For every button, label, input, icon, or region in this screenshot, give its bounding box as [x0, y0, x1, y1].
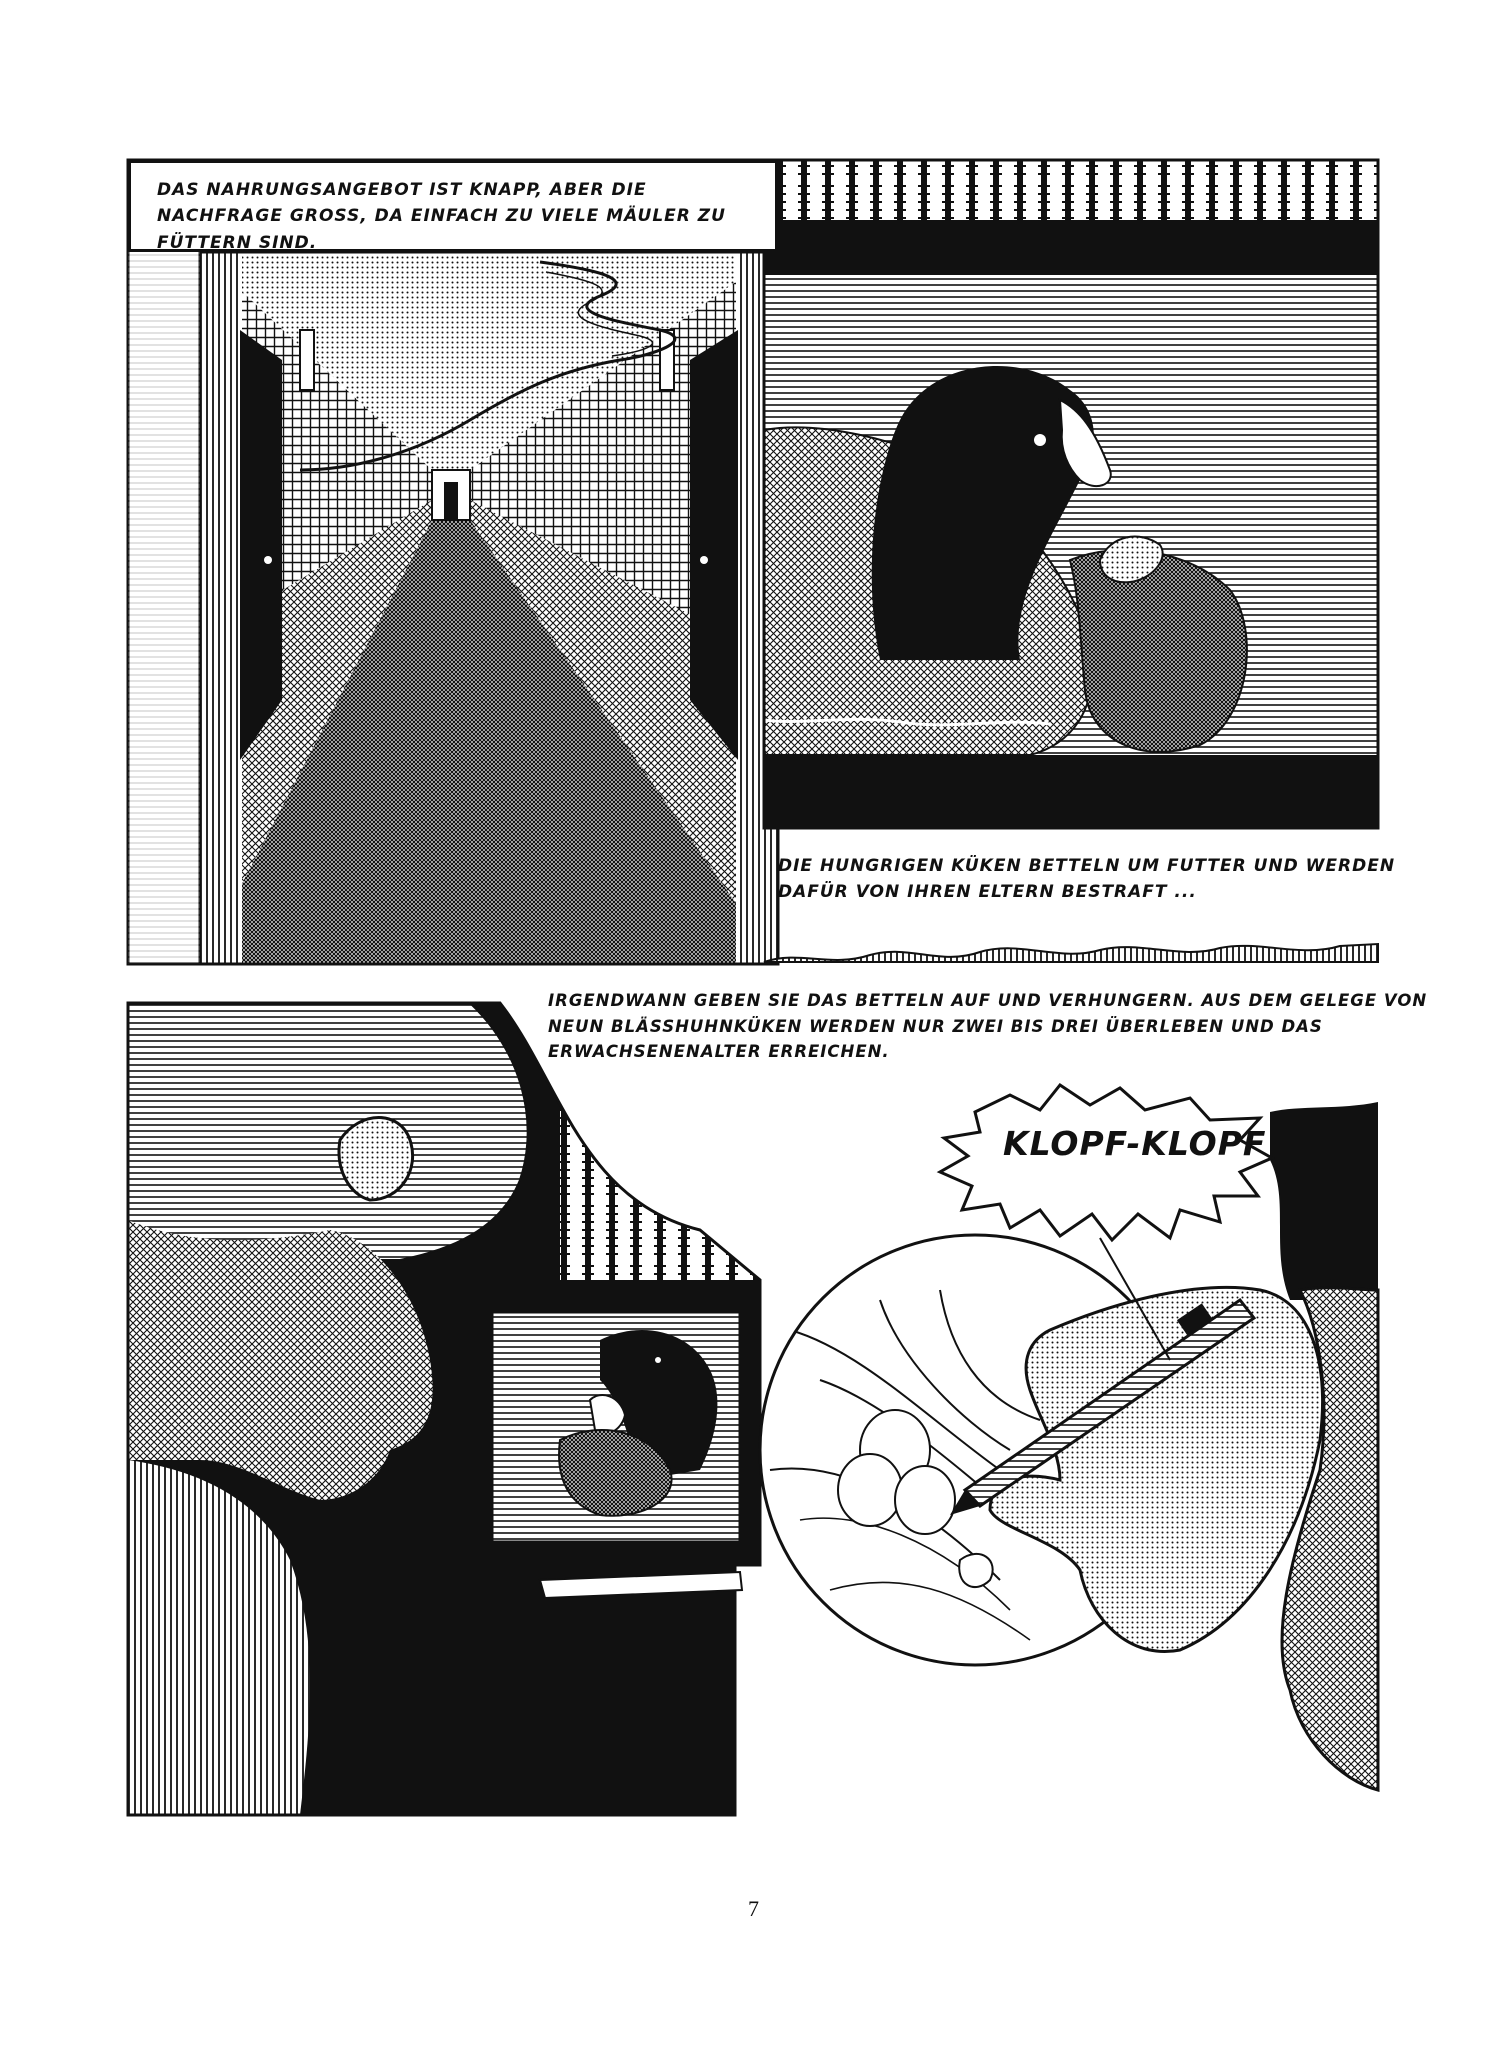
hallway-panel	[128, 160, 778, 964]
narration-caption-3: IRGENDWANN GEBEN SIE DAS BETTELN AUF UND VERHUNGERN. AUS DEM GELEGE VON NEUN BLÄSSHUHNKÜKEN WERDEN NUR ZWEI BIS DREI ÜBERLEBEN UND DAS ERWACHSENENALTER ERREICHEN.	[548, 991, 1428, 1062]
page-number: 7	[748, 1896, 759, 1921]
narration-caption-2: DIE HUNGRIGEN KÜKEN BETTELN UM FUTTER UND WERDEN DAFÜR VON IHREN ELTERN BESTRAFT ...	[778, 856, 1396, 903]
photo-of-coot	[492, 1312, 740, 1542]
coot-panel	[764, 160, 1378, 962]
woman-panel	[128, 1003, 768, 1815]
narration-caption-1: DAS NAHRUNGSANGEBOT IST KNAPP, ABER DIE NACHFRAGE GROSS, DA EINFACH ZU VIELE MÄULER ZU FÜTTERN SIND.	[128, 160, 778, 252]
sound-effect-text: KLOPF-KLOPF	[1003, 1124, 1267, 1163]
